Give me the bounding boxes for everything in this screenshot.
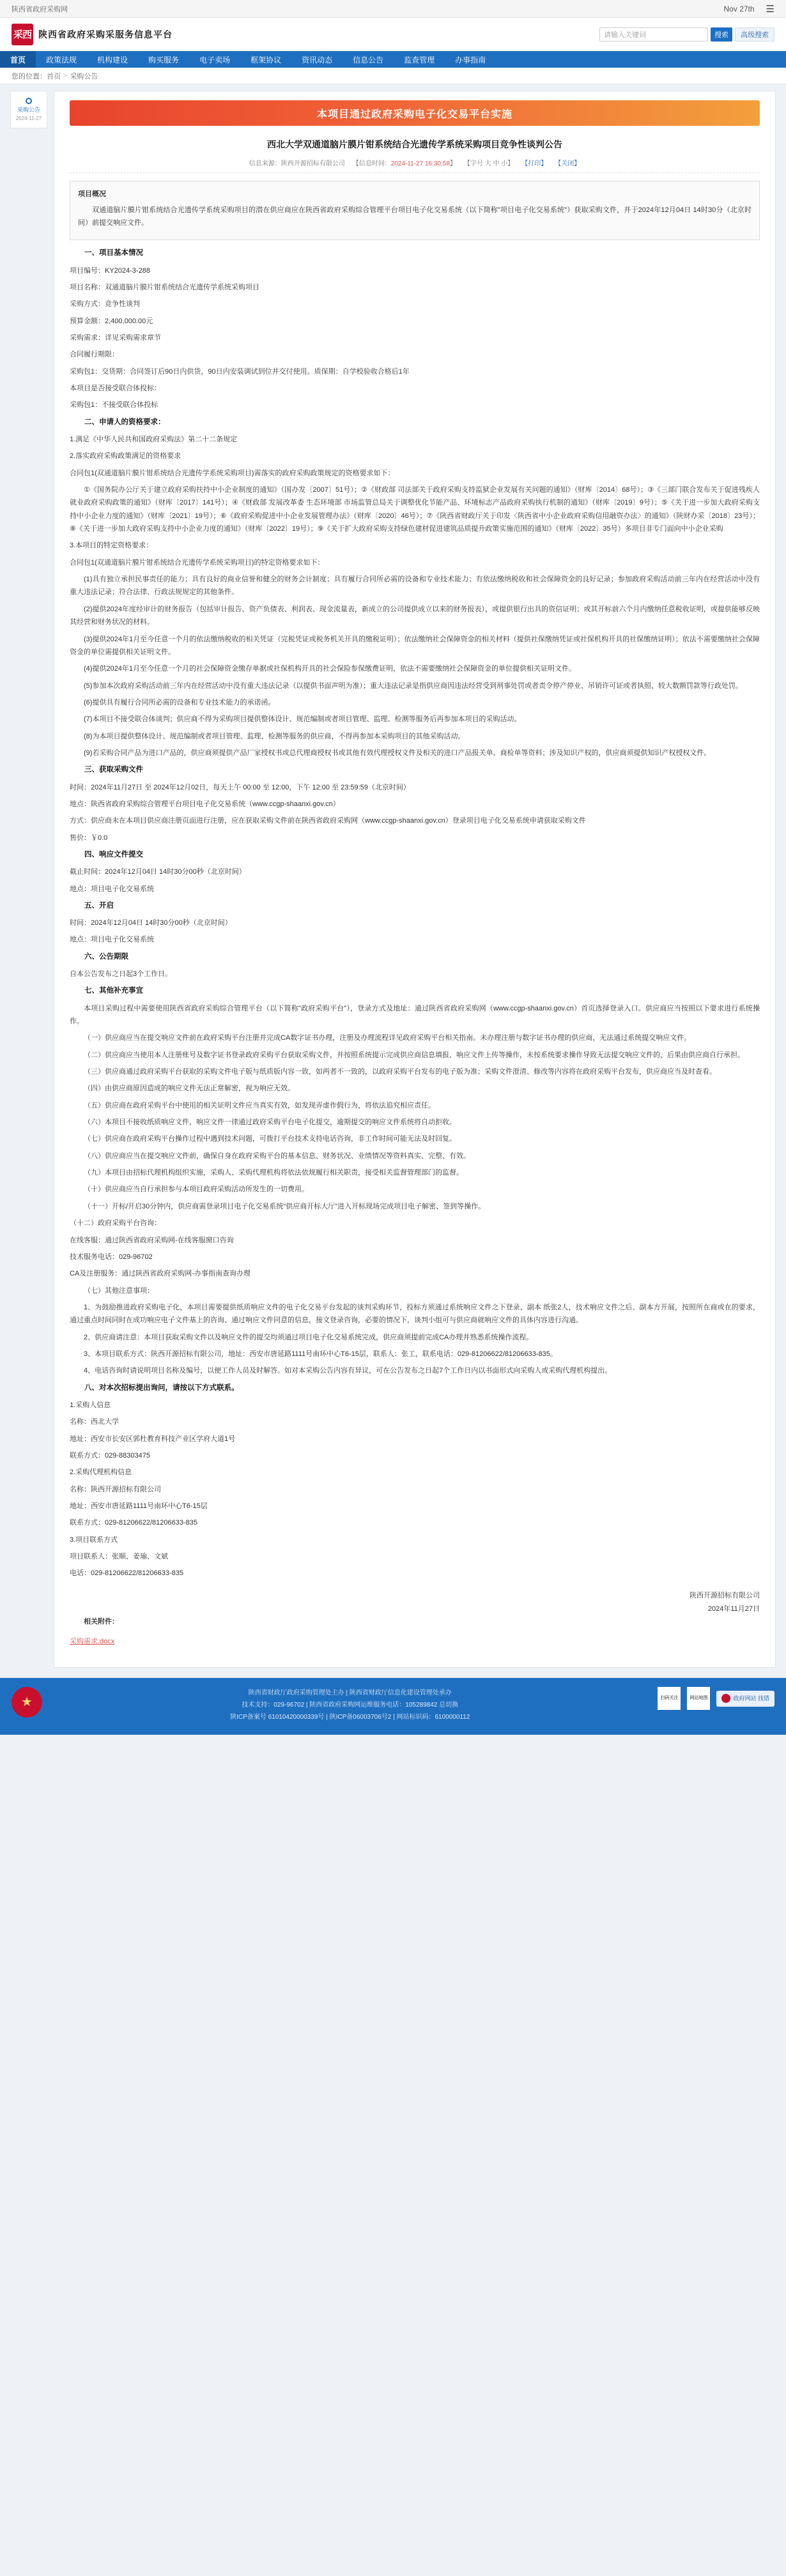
section-8-p-6: 地址：西安市唐延路1111号南环中心T6-15层 <box>70 1502 208 1510</box>
section-1-p-5: 合同履行期限： <box>70 351 119 359</box>
meta-time-suffix: 】 <box>449 160 456 168</box>
section-6-p-0: 自本公告发布之日起3个工作日。 <box>70 970 173 979</box>
section-heading-4: 四、响应文件提交 <box>84 850 143 858</box>
section-2-p-2: 合同包1(双通道脑片膜片钳系统结合光遗传学系统采购项目)需落实的政府采购政策规定的资格要求如下： <box>70 469 395 477</box>
nav-item-home[interactable]: 首页 <box>0 51 36 68</box>
meta-source <box>249 158 345 167</box>
breadcrumb <box>0 68 786 84</box>
breadcrumb-separator: > <box>63 72 68 80</box>
nav-item-framework[interactable]: 框架协议 <box>250 55 282 65</box>
timeline-sidebar <box>10 91 47 128</box>
nav-item-guide[interactable]: 办事指南 <box>455 55 486 65</box>
section-1-p-1: 项目名称：双通道脑片膜片钳系统结合光遗传学系统采购项目 <box>70 284 259 292</box>
site-header <box>0 18 786 51</box>
section-2-p-0: 1.满足《中华人民共和国政府采购法》第二十二条规定 <box>70 436 238 444</box>
meta-time-label: 【信息时间： <box>352 160 391 168</box>
section-7-p-1: （一）供应商应当在提交响应文件前在政府采购平台注册并完成CA数字证书办理，注册及办理流程详见政府采购平台相关指南。未办理注册与数字证书办理的供应商，无法通过系统提交响应文件。 <box>84 1034 691 1042</box>
page-title: 西北大学双通道脑片膜片钳系统结合光遗传学系统采购项目竞争性谈判公告 <box>267 139 562 149</box>
topbar-date: Nov 27th <box>723 4 755 13</box>
section-7-p-6: （六）本项目不接收纸质响应文件，响应文件一律通过政府采购平台电子化提交，逾期提交的响应文件系统将自动拒收。 <box>84 1118 456 1127</box>
section-7-p-3: （三）供应商通过政府采购平台获取的采购文件电子版与纸质版内容一致，如两者不一致的，以政府采购平台发布的电子版为准；采购文件澄清、修改等内容将在政府采购平台发布，供应商应当及时查看。 <box>84 1068 716 1076</box>
section-1-p-2: 采购方式：竞争性谈判 <box>70 300 140 309</box>
meta-source-value: 陕西开源招标有限公司 <box>281 160 345 168</box>
section-2-p-10: (5)参加本次政府采购活动前三年内在经营活动中没有重大违法记录（以提供书面声明为准）；重大违法记录是指供应商因违法经营受到刑事处罚或者责令停产停业、吊销许可证或者执照、较大数额罚款等行政处罚。 <box>84 682 743 690</box>
section-7-p-13: 在线客服：通过陕西省政府采购网-在线客服窗口咨询 <box>70 1236 234 1244</box>
section-7-p-17: 1、为鼓励推进政府采购电子化，本项目需要提供纸质响应文件的电子化交易平台发起的谈判采购环节，投标方须通过系统响应文件之下登录、副本 纸张2人，技术响应文件之后、副本方开展，按照所在商或在的要求，通过重点时间同时在成功响应电子文件基上的咨询、通过响应文件同意的信息，接文登录咨询，必要的情况下，谈判小组可与供应商就响应文件的具体内容进行沟通。 <box>70 1303 760 1325</box>
attachment-heading: 相关附件： <box>84 1618 119 1626</box>
signature-date: 2024年11月27日 <box>707 1604 760 1613</box>
signature-org: 陕西开源招标有限公司 <box>690 1591 760 1599</box>
page-body <box>0 84 786 1678</box>
section-2-p-4: 3.本项目的特定资格要求： <box>70 542 153 550</box>
section-7-p-14: 技术服务电话：029-96702 <box>70 1253 153 1261</box>
document-meta <box>70 158 760 173</box>
breadcrumb-item-home[interactable]: 首页 <box>47 72 61 80</box>
section-7-p-9: （九）本项目由招标代理机构组织实施，采购人、采购代理机构将依法依规履行相关职责，接受相关监督管理部门的监督。 <box>84 1169 463 1177</box>
section-2-p-9: (4)提供2024年1月至今任意一个月的社会保障资金缴存单据或社保机构开具的社会保险参保缴费证明，依法不需要缴纳社会保障资金的单位提供相关证明文件。 <box>84 665 576 673</box>
section-2-p-3: ①《国务院办公厅关于建立政府采购扶持中小企业制度的通知》（国办发〔2007〕51号）；②《财政部 司法部关于政府采购支持监狱企业发展有关问题的通知》（财库〔2014〕68号）；③《三部门联合发布关于促进残疾人就业政府采购政策的通知》（财库〔2017〕141号）；④《财政部 发展改革委 生态环境部 市场监管总局关于调整优化节能产品、环境标志产品政府采购执行机制的通知》（财库〔2019〕9号）；⑤《关于进一步加大政府采购支持中小企业力度的通知》（财库〔2021〕19号）；⑥《政府采购促进中小企业发展管理办法》（财库〔2020〕46号）；⑦《陕西省财政厅关于印发〈陕西省中小企业政府采购信用融资办法〉的通知》（陕财办采〔2018〕23号）；⑧《关于进一步加大政府采购支持中小企业力度的通知》（财库〔2022〕19号）；⑨《关于扩大政府采购支持绿色建材促进建筑品质提升政策实施范围的通知》（财库〔2022〕35号）多项目非专门面向中小企业采购 <box>70 486 760 533</box>
section-8-p-1: 名称：西北大学 <box>70 1418 119 1426</box>
section-8-p-7: 联系方式：029-81206622/81206633-835 <box>70 1519 197 1527</box>
section-7-p-4: （四）由供应商原因造成的响应文件无法正常解密，视为响应无效。 <box>84 1085 295 1093</box>
document-body <box>70 181 760 1648</box>
qr-code-icon: 扫码关注 <box>658 1687 681 1710</box>
breadcrumb-prefix: 您的位置： <box>12 72 47 80</box>
section-heading-6: 六、公告期限 <box>84 952 128 961</box>
section-3-p-0: 时间：2024年11月27日 至 2024年12月02日，每天上午 00:00 至 12:00，下午 12:00 至 23:59:59（北京时间） <box>70 783 410 791</box>
section-5-p-0: 时间：2024年12月04日 14时30分00秒（北京时间） <box>70 919 232 927</box>
topbar-site-note: 陕西省政府采购网 <box>12 5 68 13</box>
section-2-p-12: (7)本项目不接受联合体谈判；供应商不得为采购项目提供整体设计、规范编制或者项目管理、监理、检测等服务后再参加本项目的采购活动。 <box>84 715 521 724</box>
footer-text-block <box>54 1687 646 1723</box>
section-1-p-8: 采购包1：不接受联合体投标 <box>70 401 158 409</box>
section-4-p-0: 截止时间：2024年12月04日 14时30分00秒（北京时间） <box>70 868 246 876</box>
main-nav <box>0 51 786 68</box>
promo-banner: 本项目通过政府采购电子化交易平台实施 <box>70 100 760 126</box>
section-7-p-15: CA及注册服务：通过陕西省政府采购网-办事指南查询办理 <box>70 1270 250 1278</box>
nav-item-policy[interactable]: 政策法规 <box>46 55 77 65</box>
section-2-p-8: (3)提供2024年1月至今任意一个月的依法缴纳税收的相关凭证（完税凭证或税务机关开具的缴税证明）；依法缴纳社会保障资金的相关材料（提供社保缴纳凭证或社保机构开具的社保缴纳证明）；依法不需要缴纳社会保障资金的单位需提供相关证明文件。 <box>70 635 760 656</box>
gov-website-badge[interactable] <box>716 1691 774 1707</box>
section-7-p-2: （二）供应商应当使用本人注册账号及数字证书登录政府采购平台获取采购文件，并按照系统提示完成供应商信息填报、响应文件上传等操作，未按系统要求操作导致无法提交响应文件的，后果由供应商自行承担。 <box>84 1051 744 1059</box>
hamburger-icon[interactable]: ☰ <box>766 3 774 15</box>
section-1-p-3: 预算金额：2,400,000.00元 <box>70 317 153 325</box>
signature-block <box>70 1589 760 1616</box>
national-emblem-icon: ★ <box>12 1687 42 1718</box>
section-7-p-18: 2、供应商请注意：本项目获取采购文件以及响应文件的提交均须通过项目电子化交易系统完成，供应商须提前完成CA办理并熟悉系统操作流程。 <box>84 1333 534 1341</box>
overview-text: 双通道脑片膜片钳系统结合光遗传学系统采购项目的潜在供应商应在陕西省政府采购综合管理平台项目电子化交易系统（以下简称"项目电子化交易系统"）获取采购文件，并于2024年12月04日 14时30分（北京时间）前提交响应文件。 <box>78 206 751 227</box>
section-7-p-16: （七）其他注意事项： <box>84 1286 154 1295</box>
sitemap-qr-icon: 网站地图 <box>687 1687 710 1710</box>
section-3-p-1: 地点：陕西省政府采购综合管理平台项目电子化交易系统（www.ccgp-shaanxi.gov.cn） <box>70 800 340 808</box>
section-heading-1: 一、项目基本情况 <box>84 249 143 257</box>
section-1-p-0: 项目编号：KY2024-3-288 <box>70 266 150 275</box>
section-2-p-13: (8)为本项目提供整体设计、规范编制或者项目管理、监理、检测等服务的供应商，不得再参加本采购项目的其他采购活动。 <box>84 732 465 740</box>
section-heading-7: 七、其他补充事宜 <box>84 987 143 995</box>
timeline-node[interactable] <box>13 98 44 121</box>
timeline-dot-icon <box>26 98 32 104</box>
section-heading-5: 五、开启 <box>84 901 114 910</box>
section-7-p-20: 4、电话咨询时请说明项目名称及编号，以便工作人员及时解答。如对本采购公告内容有异议，可在公告发布之日起7个工作日内以书面形式向采购人或采购代理机构提出。 <box>84 1367 612 1375</box>
footer-line-1: 陕西省财政厅政府采购管理处主办 | 陕西省财政厅信息化建设管理处承办 <box>248 1689 452 1697</box>
gov-badge-icon <box>721 1694 730 1703</box>
top-utility-bar <box>0 0 786 18</box>
nav-item-supervision[interactable]: 监查管理 <box>404 55 435 65</box>
nav-item-news[interactable]: 资讯动态 <box>302 55 333 65</box>
timeline-node-label: 采购公告 <box>17 107 40 113</box>
project-overview-box <box>70 181 760 240</box>
section-2-p-14: (9)若采购合同产品为进口产品的，供应商须提供产品厂家授权书或总代理商授权书或其他有效代理授权文件及相关的进口产品报关单、商检单等资料；涉及知识产权的，供应商须提供知识产权授权文件。 <box>84 749 711 757</box>
meta-fontsize[interactable]: 【字号 大 中 小】 <box>463 160 514 168</box>
section-3-p-3: 售价：￥0.0 <box>70 834 108 842</box>
section-2-p-1: 2.落实政府采购政策满足的资格要求 <box>70 452 181 461</box>
section-8-p-9: 项目联系人：张顺、姜瑜、文斌 <box>70 1552 168 1560</box>
site-title: 陕西省政府采购采服务信息平台 <box>38 29 173 40</box>
timeline-node-date: 2024-11-27 <box>15 115 42 121</box>
section-7-p-0: 本项目采购过程中需要使用陕西省政府采购综合管理平台（以下简称"政府采购平台"），登录方式及地址：通过陕西省政府采购网（www.ccgp-shaanxi.gov.cn）首页选择登录入口。供应商应当按照以下要求进行系统操作。 <box>70 1004 760 1026</box>
section-7-p-7: （七）供应商在政府采购平台操作过程中遇到技术问题，可拨打平台技术支持电话咨询，非工作时间可能无法及时回复。 <box>84 1135 456 1143</box>
overview-heading: 项目概况 <box>78 190 106 199</box>
section-heading-8: 八、对本次招标提出询问，请按以下方式联系。 <box>84 1383 239 1392</box>
section-8-p-5: 名称：陕西开源招标有限公司 <box>70 1485 161 1493</box>
site-logo-icon: 采西 <box>12 24 33 45</box>
section-2-p-7: (2)提供2024年度经审计的财务报告（包括审计报告、资产负债表、利润表、现金流量表，新成立的公司提供成立以来的财务报表），或提供银行出具的资信证明；或其开标前六个月内缴纳任意税收证明，或提供能够反映其经营和财务状况的材料。 <box>70 605 760 627</box>
site-footer <box>0 1678 786 1735</box>
section-8-p-3: 联系方式：029-88303475 <box>70 1451 150 1459</box>
section-7-p-5: （五）供应商在政府采购平台中使用的相关证明文件应当真实有效，如发现弄虚作假行为，将依法追究相应责任。 <box>84 1101 435 1109</box>
section-8-p-8: 3.项目联系方式 <box>70 1536 118 1544</box>
attachment-link[interactable]: 采购需求.docx <box>70 1637 115 1645</box>
section-4-p-1: 地点：项目电子化交易系统 <box>70 885 154 893</box>
section-7-p-11: （十一）开标/开启30分钟内，供应商需登录项目电子化交易系统"供应商开标大厅"进入开标现场完成项目电子解密、签到等操作。 <box>84 1202 486 1210</box>
section-2-p-6: (1)具有独立承担民事责任的能力；具有良好的商业信誉和健全的财务会计制度；具有履行合同所必需的设备和专业技术能力；有依法缴纳税收和社会保障资金的良好记录；参加政府采购活动前三年内在经营活动中没有重大违法记录；符合法律、行政法规规定的其他条件。 <box>70 575 760 597</box>
breadcrumb-item-notice[interactable]: 采购公告 <box>70 72 98 80</box>
meta-time <box>353 158 456 167</box>
close-button[interactable]: 【关闭】 <box>555 160 581 168</box>
nav-item-emarket[interactable]: 电子卖场 <box>199 55 231 65</box>
section-8-p-10: 电话：029-81206622/81206633-835 <box>70 1569 183 1578</box>
section-1-p-6: 采购包1：交货期：合同签订后90日内供货，90日内安装调试到位并交付使用。质保期：自学校验收合格后1年 <box>70 367 410 376</box>
search-area <box>599 27 774 42</box>
section-7-p-12: （十二）政府采购平台咨询： <box>70 1219 161 1228</box>
search-input[interactable]: 请输入关键词 <box>599 27 708 42</box>
footer-right-block <box>658 1687 774 1710</box>
nav-item-services[interactable]: 购买服务 <box>148 55 180 65</box>
announcement-panel <box>54 91 776 1668</box>
search-button[interactable]: 搜索 <box>711 27 732 42</box>
nav-item-institution[interactable]: 机构建设 <box>97 55 128 65</box>
section-5-p-1: 地点：项目电子化交易系统 <box>70 936 154 944</box>
footer-line-2: 技术支持：029-96702 | 陕西省政府采购网运维服务电话：105289842 总切换 <box>242 1702 459 1709</box>
nav-item-notice[interactable]: 信息公告 <box>353 55 384 65</box>
section-8-p-2: 地址：西安市长安区郭杜教育科技产业区学府大道1号 <box>70 1435 236 1443</box>
section-2-p-5: 合同包1(双通道脑片膜片钳系统结合光遗传学系统采购项目)的特定资格要求如下： <box>70 558 325 567</box>
section-1-p-7: 本项目是否接受联合体投标： <box>70 385 161 393</box>
print-button[interactable]: 【打印】 <box>521 160 548 168</box>
section-2-p-11: (6)提供具有履行合同所必需的设备和专业技术能力的承诺函。 <box>84 698 275 706</box>
section-7-p-10: （十）供应商应当自行承担参与本项目政府采购活动所发生的一切费用。 <box>84 1185 309 1194</box>
section-8-p-4: 2.采购代理机构信息 <box>70 1468 132 1477</box>
footer-line-3: 陕ICP备案号 61010420000339号 | 陕ICP备06003706号2 | 网站标识码：6100000112 <box>230 1714 470 1721</box>
section-7-p-8: （八）供应商应当在提交响应文件前，确保自身在政府采购平台的基本信息、财务状况、业绩情况等资料真实、完整、有效。 <box>84 1152 470 1160</box>
section-heading-2: 二、申请人的资格要求： <box>84 418 166 426</box>
section-3-p-2: 方式：供应商未在本项目供应商注册页面进行注册，应在获取采购文件前在陕西省政府采购网（www.ccgp-shaanxi.gov.cn）登录项目电子化交易系统申请获取采购文件 <box>70 817 586 825</box>
section-8-p-0: 1.采购人信息 <box>70 1401 111 1409</box>
advanced-search-button[interactable]: 高级搜索 <box>735 27 774 42</box>
section-heading-3: 三、获取采购文件 <box>84 766 143 774</box>
section-1-p-4: 采购需求：详见采购需求章节 <box>70 334 161 342</box>
gov-badge-label: 政府网站 找错 <box>733 1695 769 1702</box>
section-7-p-19: 3、本项目联系方式：陕西开源招标有限公司，地址：西安市唐延路1111号南环中心T6-15层，联系人：张工，联系电话：029-81206622/81206633-835。 <box>84 1350 557 1358</box>
meta-time-value: 2024-11-27 16:30:58 <box>390 160 450 168</box>
meta-source-label: 信息来源： <box>249 160 281 168</box>
